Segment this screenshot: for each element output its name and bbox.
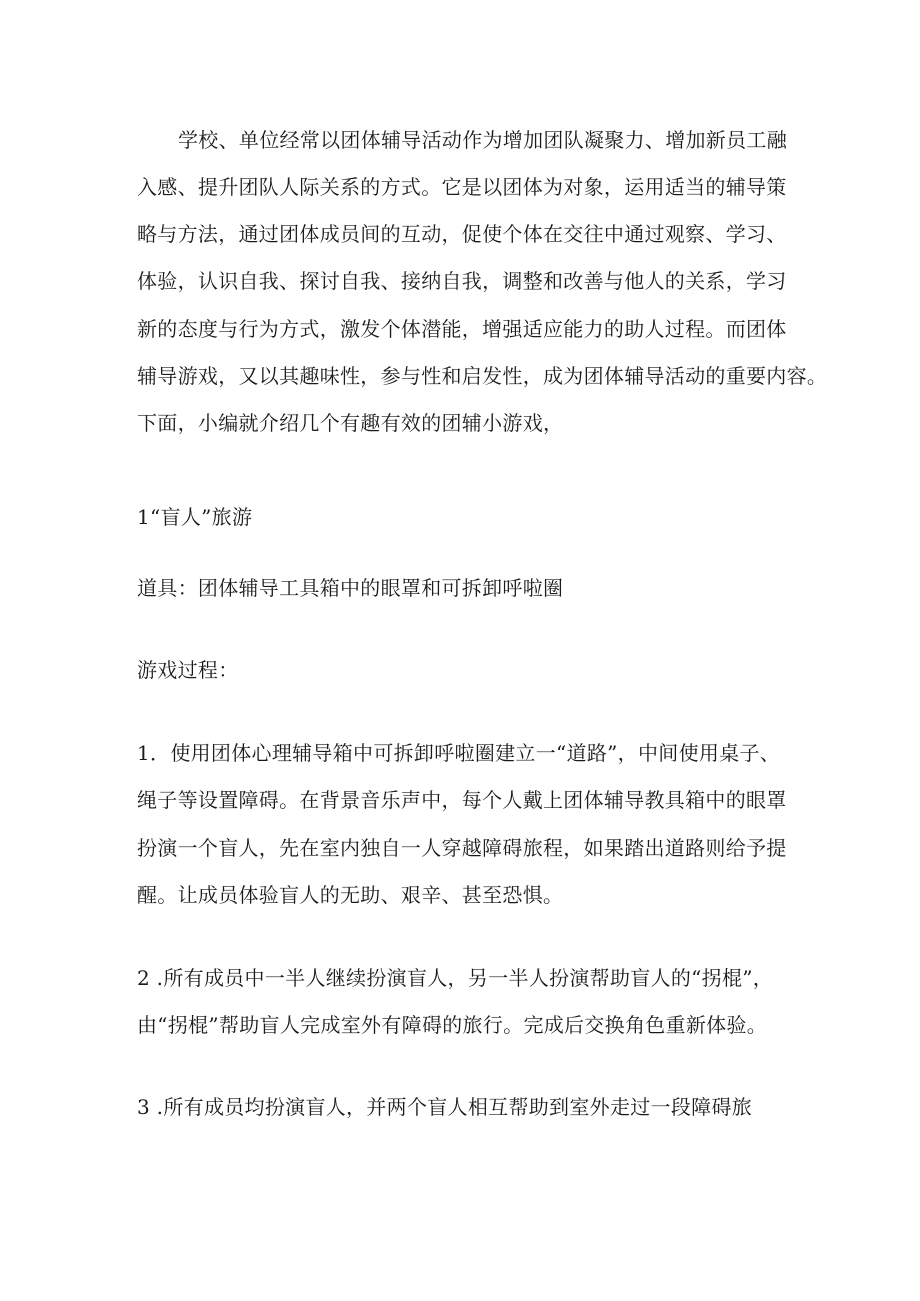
step1-line-3: 扮演一个盲人，先在室内独自一人穿越障碍旅程，如果踏出道路则给予提 xyxy=(137,836,787,860)
intro-line-5: 新的态度与行为方式，激发个体潜能，增强适应能力的助人过程。而团体 xyxy=(137,317,787,341)
intro-line-3: 略与方法，通过团体成员间的互动，促使个体在交往中通过观察、学习、 xyxy=(137,222,787,246)
intro-line-1: 学校、单位经常以团体辅导活动作为增加团队凝聚力、增加新员工融 xyxy=(178,128,787,152)
process-label: 游戏过程： xyxy=(137,658,239,682)
intro-line-4: 体验，认识自我、探讨自我、接纳自我，调整和改善与他人的关系，学习 xyxy=(137,269,787,293)
step3-line-1: 3 .所有成员均扮演盲人，并两个盲人相互帮助到室外走过一段障碍旅 xyxy=(137,1095,753,1119)
section-heading: 1“盲人”旅游 xyxy=(137,505,253,529)
intro-line-6: 辅导游戏，又以其趣味性，参与性和启发性，成为团体辅导活动的重要内容。 xyxy=(137,364,828,388)
intro-line-2: 入感、提升团队人际关系的方式。它是以团体为对象，运用适当的辅导策 xyxy=(137,175,787,199)
props-line: 道具：团体辅导工具箱中的眼罩和可拆卸呼啦圈 xyxy=(137,576,564,600)
step1-line-1: 1．使用团体心理辅导箱中可拆卸呼啦圈建立一“道路”，中间使用桌子、 xyxy=(137,741,781,765)
step2-line-2: 由“拐棍”帮助盲人完成室外有障碍的旅行。完成后交换角色重新体验。 xyxy=(137,1013,768,1037)
step2-line-1: 2 .所有成员中一半人继续扮演盲人，另一半人扮演帮助盲人的“拐棍”， xyxy=(137,966,774,990)
step1-line-4: 醒。让成员体验盲人的无助、艰辛、甚至恐惧。 xyxy=(137,883,564,907)
intro-line-7: 下面，小编就介绍几个有趣有效的团辅小游戏， xyxy=(137,411,564,435)
step1-line-2: 绳子等设置障碍。在背景音乐声中，每个人戴上团体辅导教具箱中的眼罩 xyxy=(137,788,787,812)
